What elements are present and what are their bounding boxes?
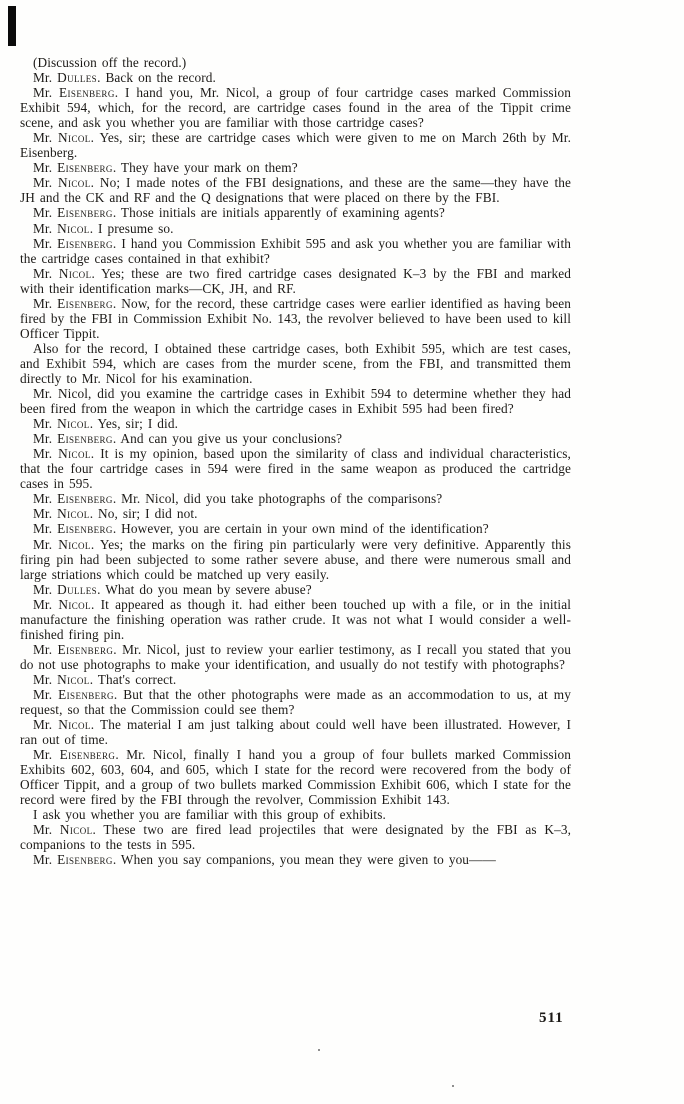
transcript-paragraph: Mr. Nicol. Yes; the marks on the firing pin particularly were very definitive. Apparently this firing pin had been subjected to some rather severe abuse, and there were numerous small and large striations which could be matched up very easily. <box>20 536 571 582</box>
speaker-name: Nicol <box>58 536 91 552</box>
scan-speck <box>452 1085 454 1087</box>
scan-speck <box>318 1049 320 1051</box>
speaker-name: Eisenberg <box>58 686 114 702</box>
transcript-paragraph: Mr. Nicol. Yes; these are two fired cartridge cases designated K–3 by the FBI and marked with their identification marks—CK, JH, and RF. <box>20 265 571 296</box>
speaker-name: Eisenberg <box>57 521 113 537</box>
transcript-paragraph: Mr. Eisenberg. Now, for the record, these cartridge cases were earlier identified as having been fired by the FBI in Commission Exhibit No. 143, the revolver believed to have been used to kill Officer Tippit. <box>20 295 571 341</box>
transcript-paragraph: Mr. Eisenberg. I hand you, Mr. Nicol, a group of four cartridge cases marked Commission Exhibit 594, which, for the record, are cartridge cases found in the area of the Tippit crime scene, and ask you whether you are familiar with those cartridge cases? <box>20 85 571 131</box>
speaker-name: Dulles <box>57 70 98 86</box>
transcript-paragraph: Mr. Dulles. Back on the record. <box>33 70 216 86</box>
speaker-name: Eisenberg <box>57 852 113 868</box>
transcript-paragraph: Mr. Eisenberg. Mr. Nicol, just to review your earlier testimony, as I recall you stated that you do not use photographs to make your identification, and usually do not testify with photographs? <box>20 641 571 672</box>
transcript-paragraph: Mr. Nicol. The material I am just talking about could well have been illustrated. However, I ran out of time. <box>20 717 571 748</box>
speaker-name: Nicol <box>58 717 91 733</box>
speaker-name: Eisenberg <box>57 491 113 507</box>
transcript-paragraph: Mr. Eisenberg. And can you give us your conclusions? <box>33 431 343 447</box>
speaker-name: Eisenberg <box>59 747 116 763</box>
transcript-paragraph: Mr. Nicol. No, sir; I did not. <box>33 506 198 522</box>
transcript-paragraph: I ask you whether you are familiar with this group of exhibits. <box>33 807 386 823</box>
transcript-paragraph: (Discussion off the record.) <box>33 55 187 70</box>
transcript-paragraph: Mr. Eisenberg. Mr. Nicol, finally I hand you a group of four bullets marked Commission Exhibits 602, 603, 604, and 605, which I state for the record were recovered from the body of Officer Tippit, and a group of two bullets marked Commission Exhibit 606, which I state for the record were fired by the FBI through the revolver, Commission Exhibit 143. <box>20 747 571 808</box>
speaker-name: Eisenberg <box>57 431 113 447</box>
transcript-paragraph: Mr. Nicol. It appeared as though it. had either been touched up with a file, or in the initial manufacture the finishing operation was rather crude. It was not what I would consider a well-finished firing pin. <box>20 596 571 642</box>
speaker-name: Nicol <box>57 671 90 687</box>
speaker-name: Nicol <box>58 446 91 462</box>
speaker-name: Eisenberg <box>57 295 113 311</box>
transcript-paragraph: Mr. Nicol. It is my opinion, based upon the similarity of class and individual characteristics, that the four cartridge cases in 594 were fired in the same weapon as produced the cartridge cases in 595. <box>20 446 571 492</box>
page-number: 511 <box>539 1010 564 1026</box>
speaker-name: Nicol <box>57 416 90 432</box>
transcript-paragraph: Mr. Nicol. Yes, sir; these are cartridge cases which were given to me on March 26th by Mr. Eisenberg. <box>20 130 571 161</box>
transcript-paragraph: Mr. Nicol. No; I made notes of the FBI designations, and these are the same—they have the JH and the CK and RF and the Q designations that were placed on there by the FBI. <box>20 175 571 206</box>
speaker-name: Eisenberg <box>57 205 113 221</box>
transcript-paragraph: Mr. Eisenberg. Mr. Nicol, did you take photographs of the comparisons? <box>33 491 443 507</box>
speaker-name: Eisenberg <box>57 641 114 657</box>
scan-artifact-mark <box>8 6 16 46</box>
speaker-name: Eisenberg <box>59 85 115 101</box>
speaker-name: Nicol <box>57 506 90 522</box>
transcript-paragraph: Mr. Eisenberg. They have your mark on them? <box>33 160 298 176</box>
transcript-paragraph: Also for the record, I obtained these cartridge cases, both Exhibit 595, which are test cases, and Exhibit 594, which are cases from the murder scene, from the FBI, and transmitted them directly to Mr. Nicol for his examination. <box>20 340 571 386</box>
transcript-paragraph: Mr. Eisenberg. When you say companions, you mean they were given to you—— <box>33 852 496 868</box>
speaker-name: Dulles <box>57 581 98 597</box>
speaker-name: Nicol <box>57 220 90 236</box>
speaker-name: Eisenberg <box>57 235 113 251</box>
transcript-paragraph: Mr. Eisenberg. I hand you Commission Exhibit 595 and ask you whether you are familiar with the cartridge cases contained in that exhibit? <box>20 235 571 266</box>
transcript-paragraph: Mr. Nicol. Yes, sir; I did. <box>33 416 179 432</box>
speaker-name: Nicol <box>58 596 91 612</box>
transcript-paragraph: Mr. Eisenberg. However, you are certain in your own mind of the identification? <box>33 521 489 537</box>
transcript-paragraph: Mr. Eisenberg. Those initials are initials apparently of examining agents? <box>33 205 445 221</box>
transcript-paragraph: Mr. Eisenberg. But that the other photographs were made as an accommodation to us, at my request, so that the Commission could see them? <box>20 686 571 718</box>
speaker-name: Eisenberg <box>57 160 113 176</box>
speaker-name: Nicol <box>58 130 91 146</box>
transcript-paragraph: Mr. Nicol. These two are fired lead projectiles that were designated by the FBI as K–3, companions to the tests in 595. <box>20 822 571 853</box>
transcript-paragraph: Mr. Nicol. I presume so. <box>33 220 174 236</box>
speaker-name: Nicol <box>58 175 91 191</box>
speaker-name: Nicol <box>58 265 92 281</box>
transcript-paragraph: Mr. Nicol, did you examine the cartridge cases in Exhibit 594 to determine whether they had been fired from the weapon in which the cartridge cases in Exhibit 595 had been fired? <box>20 386 571 417</box>
speaker-name: Nicol <box>59 822 93 838</box>
transcript <box>20 55 571 868</box>
transcript-paragraph: Mr. Nicol. That's correct. <box>33 671 177 687</box>
transcript-paragraph: Mr. Dulles. What do you mean by severe abuse? <box>33 581 312 597</box>
